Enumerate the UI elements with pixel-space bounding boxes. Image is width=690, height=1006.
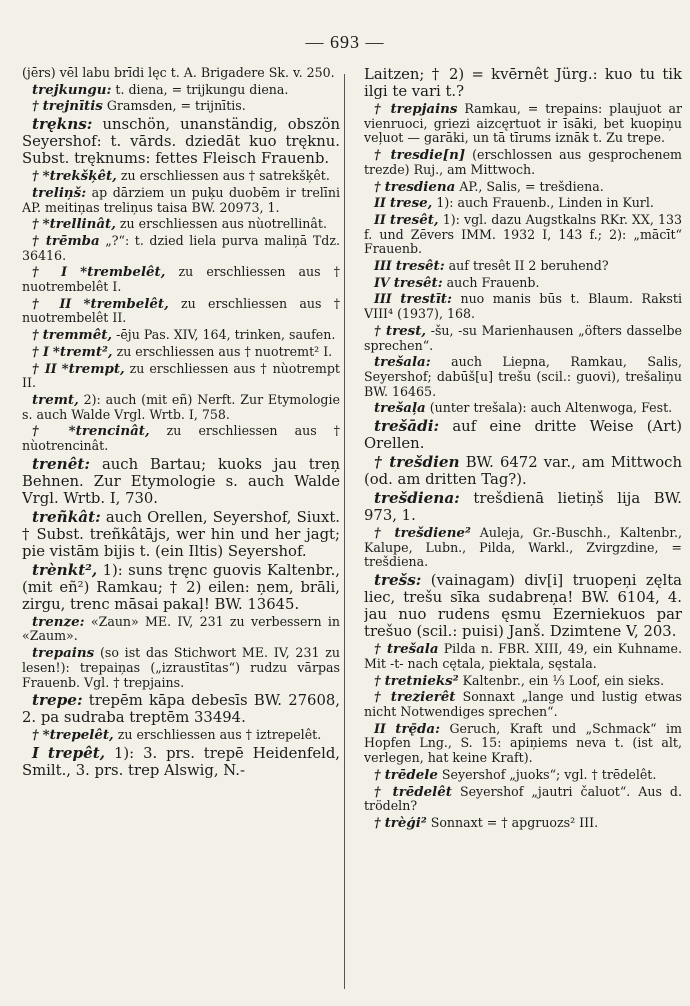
entry-text: BW. 6472 var., am Mittwoch (od. am dritten Tag?).: [364, 454, 682, 489]
entry-marker: †: [374, 672, 381, 688]
entry-text: (jērs) vēl labu brīdi lęc t. A. Brigadere Sk. v. 250.: [22, 66, 335, 80]
dictionary-entry: [22, 217, 340, 232]
entry-headword: *trembelêt,: [80, 264, 166, 281]
entry-headword: trese,: [389, 195, 433, 212]
entry-marker: † I: [32, 264, 68, 280]
dictionary-entry: [22, 328, 340, 343]
entry-marker: III: [374, 291, 392, 307]
entry-text: auch Bartau; kuoks jau treņ Behnen. Zur Etymologie s. auch Walde Vrgl. Wrtb. I, 730.: [22, 455, 340, 507]
entry-headword: tresdie[n]: [390, 147, 466, 164]
entry-headword: trēmba: [45, 232, 100, 249]
dictionary-entry: [22, 83, 340, 98]
dictionary-entry: [364, 490, 682, 524]
dictionary-entry: [22, 393, 340, 422]
entry-headword: trepêt,: [47, 743, 106, 762]
entry-headword: tresêt,: [389, 211, 439, 228]
entry-headword: trestīt:: [400, 291, 452, 308]
entry-text: 1): vgl. dazu Augstkalns RKr. XX, 133 f. und Zēvers IMM. 1932 I, 143 f.; 2): „mācīt“ Frauenb.: [364, 211, 682, 257]
dictionary-entry: [364, 180, 682, 195]
dictionary-entry: [364, 690, 682, 719]
entry-headword: trešādi:: [374, 417, 440, 436]
entry-headword: trešala:: [374, 354, 431, 371]
entry-marker: †: [32, 327, 39, 343]
dictionary-entry: [364, 418, 682, 452]
entry-marker: II: [374, 720, 386, 736]
dictionary-entry: [22, 99, 340, 114]
entry-headword: tresdiena: [384, 178, 456, 195]
entry-headword: *tremt²,: [52, 343, 113, 360]
entry-text: Sonnaxt „lange und lustig etwas nicht Notwendiges sprechen“.: [364, 689, 682, 719]
entry-text: zu erschliessen aus nùotrellinât.: [119, 216, 327, 232]
entry-text: AP., Salis, = trešdiena.: [459, 178, 604, 194]
entry-text: Laitzen; † 2) = kvērnêt Jürg.: kuo tu tik ilgi te vari t.?: [364, 66, 682, 100]
entry-text: (unter trešala): auch Altenwoga, Fest.: [429, 400, 673, 416]
entry-headword: *trekšķêt,: [42, 168, 117, 185]
entry-text: zu erschliessen aus † nuotrembelêt I.: [22, 264, 340, 295]
entry-headword: trenêt:: [32, 454, 91, 473]
entry-marker: †: [374, 147, 384, 163]
entry-headword: tremt,: [32, 391, 79, 408]
entry-headword: trejnītis: [42, 98, 103, 115]
entry-text: auf eine dritte Weise (Art) Orellen.: [364, 418, 682, 453]
entry-text: zu erschliessen aus † satrekšķêt.: [120, 168, 330, 184]
entry-text: auch Orellen, Seyershof, Siuxt. † Subst. treñkâtājs, wer hin und her jagt; pie vistām bijis t. (ein Iltis) Seyershof.: [22, 508, 340, 560]
dictionary-entry: [364, 401, 682, 416]
entry-text: zu erschliessen aus † nuotremt² I.: [116, 343, 333, 359]
entry-text: Geruch, Kraft und „Schmack“ im Hopfen Lng., S. 15: apiņiems neva t. (ist alt, verlegen, hat keine Kraft).: [364, 720, 682, 766]
dictionary-entry: [22, 509, 340, 560]
entry-marker: †: [374, 689, 384, 705]
entry-text: Kaltenbr., ein ⅓ Loof, ein sieks.: [462, 672, 665, 688]
entry-text: t. diena, = trijkungu diena.: [115, 81, 289, 97]
entry-text: Seyershof „juoks“; vgl. † trēdelêt.: [441, 766, 657, 782]
entry-marker: † II: [32, 360, 57, 376]
entry-text: auch Frauenb.: [446, 274, 540, 290]
dictionary-entry: [22, 745, 340, 779]
right-column: [364, 66, 682, 996]
entry-marker: II: [374, 195, 386, 211]
dictionary-entry: [364, 722, 682, 766]
dictionary-entry: [22, 234, 340, 263]
entry-marker: I: [32, 744, 39, 762]
dictionary-entry: [22, 297, 340, 326]
entry-marker: III: [374, 258, 392, 274]
entry-marker: †: [32, 232, 41, 248]
dictionary-entry: [364, 324, 682, 353]
entry-text: Auleja, Gr.-Buschh., Kaltenbr., Kalupe, Lubn., Pilda, Warkl., Zvirgzdine, = trešdiena.: [364, 525, 682, 570]
entry-text: 1): suns tręnc guovis Kaltenbr., (mit eñ²) Ramkau; † 2) eilen: ņem, brāli, zirgu, trenc māsai pakaļ! BW. 13645.: [22, 561, 340, 613]
entry-marker: †: [374, 783, 385, 799]
entry-text: Ramkau, = trepains: plaujuot ar vienruoci, griezi aizcęrtuot ir īsāki, bet kuopiņu veļuot — garāki, un tā tīrums iznāk t. Zu trepe.: [364, 101, 682, 146]
entry-text: -ēju Pas. XIV, 164, trinken, saufen.: [116, 327, 336, 343]
entry-marker: †: [374, 101, 384, 116]
entry-headword: *trempt,: [61, 360, 125, 377]
entry-marker: II: [374, 211, 386, 227]
entry-text: (vainagam) div[i] truopeņi zęlta liec, trešu sīka sudabreņa! BW. 6104, 4. jau nuo rudens ęsmu Ezerniekuos par trešuo (scil.: puisi) Janš. Dzimtene V, 203.: [364, 572, 682, 641]
entry-text: auch Liepna, Ramkau, Salis, Seyershof; dabūš[u] trešu (scil.: guovi), trešaliņu BW. 16465.: [364, 354, 682, 399]
entry-headword: trest,: [385, 322, 427, 339]
entry-headword: *trepelêt,: [42, 727, 114, 744]
entry-text: zu erschliessen aus † nuotrembelêt II.: [22, 295, 340, 326]
entry-headword: trejkungu:: [32, 81, 112, 98]
entry-text: unschön, unanständig, obszön Seyershof: t. vārds. dziedāt kuo tręknu. Subst. tręknums: fettes Fleisch Frauenb.: [22, 116, 340, 168]
dictionary-entry: [364, 355, 682, 399]
entry-marker: †: [32, 423, 52, 439]
dictionary-entry: [22, 169, 340, 184]
dictionary-entry: [22, 345, 340, 360]
dictionary-entry: [364, 768, 682, 783]
entry-headword: trepe:: [32, 691, 83, 710]
entry-text: 2): auch (mit eñ) Nerft. Zur Etymologie s. auch Walde Vrgl. Wrtb. I, 758.: [22, 391, 340, 422]
entry-headword: *trellinât,: [42, 216, 116, 233]
entry-headword: treliņš:: [32, 184, 87, 201]
entry-headword: trezierêt: [390, 689, 456, 706]
entry-marker: †: [32, 98, 39, 114]
entry-marker: † II: [32, 295, 72, 311]
entry-marker: †: [32, 216, 39, 232]
entry-marker: †: [374, 525, 386, 541]
entry-headword: trešaļa: [374, 400, 426, 417]
entry-text: Sonnaxt = † apgruozs² III.: [430, 814, 599, 830]
entry-text: 1): auch Frauenb., Linden in Kurl.: [436, 195, 654, 211]
entry-marker: †: [374, 178, 381, 194]
entry-headword: trešs:: [374, 571, 422, 590]
dictionary-entry: [364, 785, 682, 814]
entry-marker: †: [32, 727, 39, 743]
dictionary-entry: [22, 692, 340, 726]
dictionary-entry: [364, 674, 682, 689]
entry-headword: tremmêt,: [42, 327, 113, 344]
dictionary-entry: [22, 66, 340, 81]
dictionary-entry: [364, 259, 682, 274]
entry-headword: trękns:: [32, 115, 93, 134]
entry-headword: *trembelêt,: [83, 295, 169, 312]
entry-text: trepēm kāpa debesīs BW. 27608, 2. pa sudraba treptēm 33494.: [22, 692, 340, 727]
column-divider: [344, 74, 345, 989]
entry-headword: trę̄da:: [395, 720, 441, 737]
dictionary-entry: [364, 213, 682, 257]
entry-marker: † I: [32, 343, 49, 359]
entry-text: zu erschliessen aus † iztrepelêt.: [117, 727, 322, 743]
entry-marker: †: [374, 322, 382, 338]
entry-headword: trenze:: [32, 613, 85, 630]
dictionary-entry: [22, 116, 340, 167]
dictionary-entry: [22, 646, 340, 690]
dictionary-entry: [22, 562, 340, 613]
entry-text: Pilda n. FBR. XIII, 49, ein Kuhname. Mit -t- nach cętala, piektala, sęstala.: [364, 641, 682, 671]
entry-marker: †: [374, 454, 384, 472]
dictionary-entry: [364, 292, 682, 321]
dictionary-entry: [364, 66, 682, 100]
entry-text: zu erschliessen aus † nùotrencinât.: [22, 423, 340, 454]
dictionary-entry: [364, 526, 682, 570]
entry-headword: tretnieks²: [384, 672, 459, 689]
entry-marker: †: [374, 814, 381, 830]
entry-headword: tresêt:: [395, 258, 445, 275]
entry-headword: trešala: [386, 641, 439, 658]
entry-text: trešdienā lietiņš lija BW. 973, 1.: [364, 490, 682, 525]
dictionary-entry: [364, 572, 682, 640]
entry-text: ap dārziem un puķu duobēm ir trelīni AP. meitiņas treliņus taisa BW. 20973, 1.: [22, 184, 340, 215]
dictionary-entry: [364, 276, 682, 291]
entry-headword: trēdele: [384, 766, 438, 783]
left-column: [22, 66, 340, 996]
dictionary-entry: [364, 148, 682, 177]
entry-headword: trèģi²: [384, 814, 427, 831]
dictionary-entry: [364, 102, 682, 146]
dictionary-entry: [364, 196, 682, 211]
entry-marker: †: [32, 168, 39, 184]
dictionary-entry: [22, 186, 340, 215]
dictionary-entry: [22, 456, 340, 507]
entry-text: (so ist das Stichwort ME. IV, 231 zu lesen!): trepaiņas („izraustītas“) rudzu vārpas Frauenb. Vgl. † trepjains.: [22, 645, 340, 690]
entry-headword: *trencinât,: [68, 423, 150, 440]
entry-headword: trepains: [32, 645, 95, 662]
dictionary-entry: [22, 424, 340, 453]
entry-marker: †: [374, 641, 382, 657]
dictionary-entry: [22, 615, 340, 644]
dictionary-entry: [364, 642, 682, 671]
entry-text: „?“: t. dzied liela purva maliņā Tdz. 36416.: [22, 232, 340, 263]
entry-text: «Zaun» ME. IV, 231 zu verbessern in «Zaum».: [22, 613, 340, 644]
entry-text: nuo manis būs t. Blaum. Raksti VIII⁴ (1937), 168.: [364, 291, 682, 322]
entry-headword: trepjains: [390, 101, 458, 117]
entry-text: zu erschliessen aus † nùotrempt II.: [22, 360, 340, 391]
entry-text: 1): 3. prs. trepē Heidenfeld, Smilt., 3. prs. trep Alswig, N.-: [22, 744, 340, 779]
dictionary-entry: [364, 816, 682, 831]
entry-headword: trešdiena:: [374, 489, 460, 508]
entry-headword: tresêt:: [393, 274, 443, 291]
entry-headword: trešdien: [389, 453, 460, 472]
entry-text: Seyershof „jautri čaluot“. Aus d. trödeln?: [364, 783, 682, 814]
dictionary-entry: [22, 362, 340, 391]
entry-marker: †: [374, 766, 381, 782]
entry-text: -šu, -su Marienhausen „öfters dasselbe sprechen“.: [364, 322, 682, 353]
dictionary-entry: [22, 728, 340, 743]
entry-headword: treñkât:: [32, 507, 101, 526]
entry-text: auf tresêt II 2 beruhend?: [448, 258, 609, 274]
entry-text: Gramsden, = trijnītis.: [106, 98, 246, 114]
entry-headword: trènkt²,: [32, 560, 98, 579]
entry-headword: trešdiene²: [394, 525, 471, 542]
dictionary-entry: [364, 454, 682, 488]
entry-headword: trēdelêt: [392, 783, 452, 800]
entry-marker: IV: [374, 274, 390, 290]
dictionary-entry: [22, 265, 340, 294]
entry-text: (erschlossen aus gesprochenem trezde) Ruj., am Mittwoch.: [364, 147, 682, 177]
page-number: — 693 —: [305, 32, 385, 52]
